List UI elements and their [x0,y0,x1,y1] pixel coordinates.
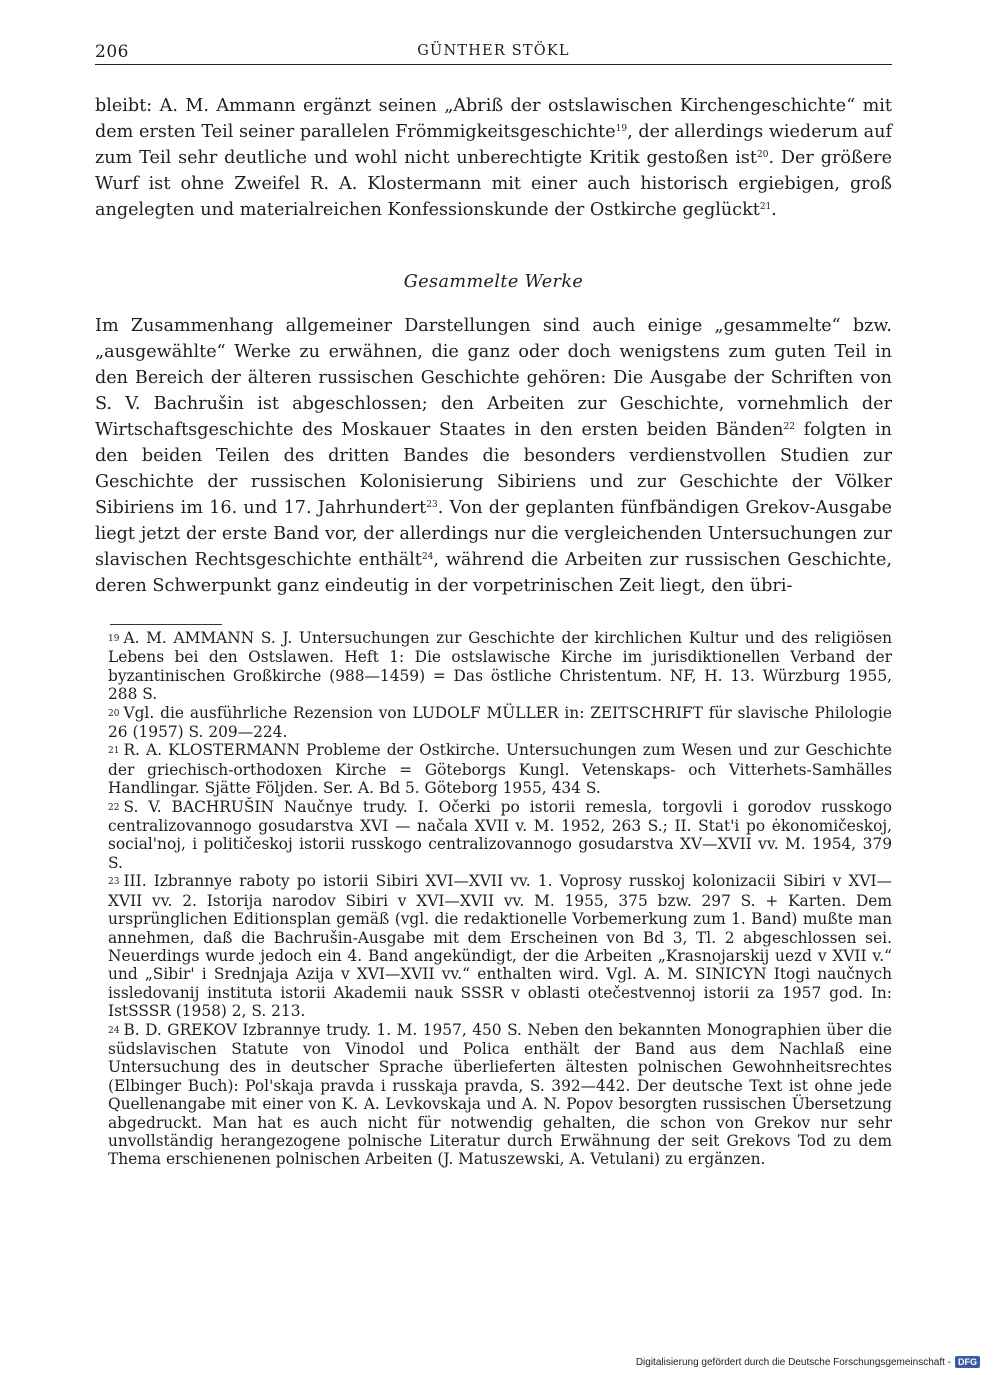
footnote-number: 22 [108,802,120,813]
footnote-number: 24 [108,1025,120,1036]
body-paragraph [95,93,892,223]
footnote-ref: 23 [426,500,438,510]
footnote-text: R. A. KLOSTERMANN Probleme der Ostkirche. Untersuchungen zum Wesen und zur Geschichte der griechisch-orthodoxen Kirche = Göteborgs Kungl. Vetenskaps- och Vitterhets-Samhälles Handlingar. Sjätte Följden. Ser. A. Bd 5. Göteborg 1955, 434 S. [108,741,892,798]
body-paragraph [95,313,892,599]
footnote-number: 21 [108,746,120,757]
footnotes [108,629,892,1169]
text-run: Im Zusammenhang allgemeiner Darstellungen sind auch einige „gesammelte“ bzw. „ausgewählte“ Werke zu erwähnen, die ganz oder doch wenigstens zum guten Teil in den Bereich der älteren russischen Geschichte gehören: Die Ausgabe der Schriften von S. V. Bachrušin ist abgeschlossen; den Arbeiten zur Geschichte, vornehmlich der Wirtschaftsgeschichte des Moskauer Staates in den ersten beiden Bänden [95,316,892,440]
footnote-text: S. V. BACHRUŠIN Naučnye trudy. I. Očerki po istorii remesla, torgovli i gorodov russkogo centralizovannogo gosudarstva XVI — načala XVII v. M. 1952, 263 S.; II. Stat'i po ėkonomičeskoj, social'noj, i političeskoj istorii russkogo centralizovannogo gosudarstva XV—XVII vv. M. 1954, 379 S. [108,797,892,872]
text-run: bleibt: A. M. Ammann ergänzt seinen „Abriß der ostslawischen Kirchengeschichte“ mit dem ersten Teil seiner parallelen Frömmigkeitsgeschichte [95,96,892,142]
footnote-ref: 22 [783,422,795,432]
footnote [108,872,892,1020]
footnote-ref: 21 [759,202,772,212]
page-number: 206 [95,42,129,62]
footnote [108,629,892,704]
footnote-number: 20 [108,708,120,719]
credit-text: Digitalisierung gefördert durch die Deutsche Forschungsgemeinschaft - [635,1356,951,1368]
text-run: . Der größere Wurf ist ohne Zweifel R. A. Klostermann mit einer auch historisch ergiebigen, groß angelegten und materialreichen Konfessionskunde der Ostkirche geglückt [95,148,892,220]
footnote-number: 23 [108,877,120,888]
footnote-ref: 20 [756,150,769,160]
page-header [95,42,892,65]
text-run: . [771,200,777,220]
running-head: GÜNTHER STÖKL [417,43,570,59]
footnote-text: III. Izbrannye raboty po istorii Sibiri XVI—XVII vv. 1. Voprosy russkoj kolonizacii Sibiri v XVI—XVII vv. 2. Istorija narodov Sibiri v XVI—XVII vv. M. 1955, 375 bzw. 297 S. + Karten. Dem ursprünglichen Editionsplan gemäß (vgl. die redaktionelle Vorbemerkung zum 1. Band) mußte man annehmen, daß die Bachrušin-Ausgabe mit dem Erscheinen von Bd 3, Tl. 2 abgeschlossen sei. Neuerdings wurde jedoch ein 4. Band angekündigt, der die Arbeiten „Krasnojarskij uezd v XVII v.“ und „Sibir' i Srednjaja Azija v XVI—XVII vv.“ enthalten wird. Vgl. A. M. SINICYN Itogi naučnych issledovanij instituta istorii Akademii nauk SSSR v oblasti otečestvennoj istorii za 1957 god. In: IstSSSR (1958) 2, S. 213. [108,872,892,1021]
text-run: . Von der geplanten fünfbändigen Grekov-Ausgabe liegt jetzt der erste Band vor, der allerdings nur die vergleichenden Untersuchungen zur slavischen Rechtsgeschichte enthält [95,498,892,570]
footnote-text: B. D. GREKOV Izbrannye trudy. 1. M. 1957, 450 S. Neben den bekannten Monographien über die südslavischen Statute von Vinodol und Polica enthält der Band aus dem Nachlaß eine Untersuchung des in deutscher Sprache überlieferten ältesten polnischen Gewohnheitsrechtes (Elbinger Buch): Pol'skaja pravda i russkaja pravda, S. 392—442. Der deutsche Text ist ohne jede Quellenangabe mit einer von K. A. Levkovskaja und A. N. Popov besorgten russischen Übersetzung abgedruckt. Man hat es auch nicht für notwendig gehalten, die schon von Grekov nur sehr unvollständig herangezogene polnische Literatur durch Erwähnung der seit Grekovs Tod zu dem Thema erschienenen polnischen Arbeiten (J. Matuszewski, A. Vetulani) zu ergänzen. [108,1020,892,1169]
footnote-text: Vgl. die ausführliche Rezension von LUDOLF MÜLLER in: ZEITSCHRIFT für slavische Philologie 26 (1957) S. 209—224. [108,703,892,742]
text-run: , während die Arbeiten zur russischen Geschichte, deren Schwerpunkt ganz eindeutig in der vorpetrinischen Zeit liegt, den übri- [95,550,893,596]
text-run: folgten in den beiden Teilen des dritten Bandes die besonders verdienstvollen Studien zur Geschichte der russischen Kolonisierung Sibiriens und zur Geschichte der Völker Sibiriens im 16. und 17. Jahrhundert [95,420,893,518]
footnote-ref: 24 [421,552,434,562]
footnote [108,798,892,873]
footnote [108,1021,892,1169]
footnote-divider [110,624,222,625]
footnote [108,741,892,797]
footnote-text: A. M. AMMANN S. J. Untersuchungen zur Geschichte der kirchlichen Kultur und des religiösen Lebens bei den Ostslawen. Heft 1: Die ostslawische Kirche im jurisdiktionellen Verband der byzantinischen Großkirche (988—1459) = Das östliche Christentum. NF, H. 13. Würzburg 1955, 288 S. [108,629,892,704]
footnote-ref: 19 [615,124,628,134]
footnote [108,704,892,742]
text-run: , der allerdings wiederum auf zum Teil sehr deutliche und wohl nicht unberechtigte Kritik gestoßen ist [95,122,893,168]
dfg-logo: DFG [955,1356,980,1368]
digitization-credit [636,1356,980,1368]
footnote-number: 19 [108,634,120,644]
section-heading: Gesammelte Werke [403,272,584,292]
